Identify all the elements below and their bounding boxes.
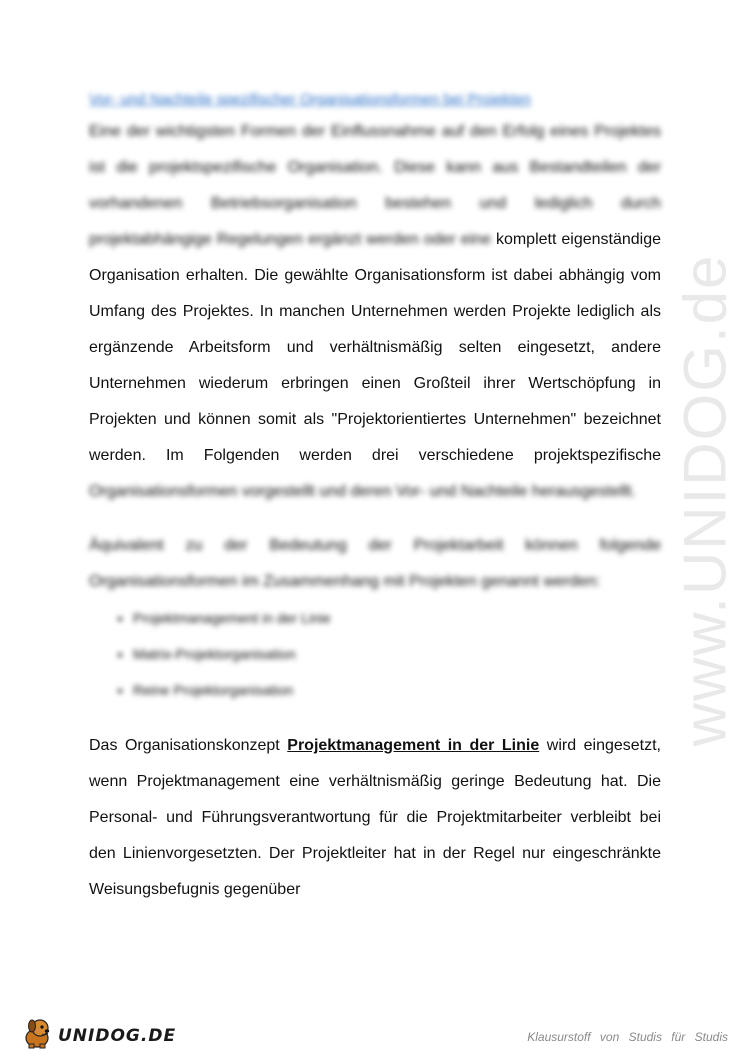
section-heading: Vor- und Nachteile spezifischer Organisationsformen bei Projekten bbox=[89, 91, 531, 108]
paragraph-1-blurred-start: Eine der wichtigsten Formen der Einflussnahme auf den Erfolg eines Projektes ist die projektspezifische Organisation. Diese kann aus Bestandteilen der vorhandenen Betriebsorganisation bestehen und lediglich durch projektabhängige Regelungen ergänzt werden oder eine bbox=[89, 123, 661, 248]
paragraph-3-after: wird eingesetzt, wenn Projektmanagement eine verhältnismäßig geringe Bedeutung hat. Die Personal- und Führungsverantwortung für die Projektmitarbeiter verbleibt bei den Linienvorgesetzten. Der Projektleiter hat in der Regel nur eingeschränkte Weisungsbefugnis gegenüber bbox=[89, 737, 661, 898]
watermark: www.UNIDOG.de bbox=[671, 253, 739, 747]
document-body bbox=[89, 86, 661, 908]
paragraph-1-visible: komplett eigenständige Organisation erhalten. Die gewählte Organisationsform ist dabei abhängig vom Umfang des Projektes. In manchen Unternehmen werden Projekte lediglich als ergänzende Arbeitsform und verhältnismäßig selten eingesetzt, andere Unternehmen wiederum erbringen einen Großteil ihrer Wertschöpfung in Projekten und können somit als "Projektorientiertes Unternehmen" bezeichnet werden. Im Folgenden werden drei verschiedene projektspezifische bbox=[89, 231, 662, 464]
paragraph-3-strong: Projektmanagement in der Linie bbox=[287, 737, 540, 754]
list-item: • Matrix-Projektorganisation bbox=[133, 636, 661, 672]
paragraph-1 bbox=[89, 114, 661, 510]
paragraph-2: Äquivalent zu der Bedeutung der Projektarbeit können folgende Organisationsformen im Zusammenhang mit Projekten genannt werden: bbox=[89, 537, 661, 590]
paragraph-1-blurred-end: Organisationsformen vorgestellt und deren Vor- und Nachteile herausgestellt. bbox=[89, 483, 636, 500]
paragraph-3 bbox=[89, 728, 661, 908]
footer-slogan: Klausurstoff von Studis für Studis bbox=[527, 1030, 728, 1044]
paragraph-3-before: Das Organisationskonzept bbox=[89, 737, 288, 754]
dog-icon bbox=[20, 1016, 56, 1055]
list-item: • Reine Projektorganisation bbox=[133, 672, 661, 708]
list-item: • Projektmanagement in der Linie bbox=[133, 600, 661, 636]
logo-text: UNIDOG.DE bbox=[58, 1025, 177, 1046]
unidog-logo[interactable] bbox=[20, 1016, 176, 1055]
organisation-list bbox=[89, 600, 661, 708]
